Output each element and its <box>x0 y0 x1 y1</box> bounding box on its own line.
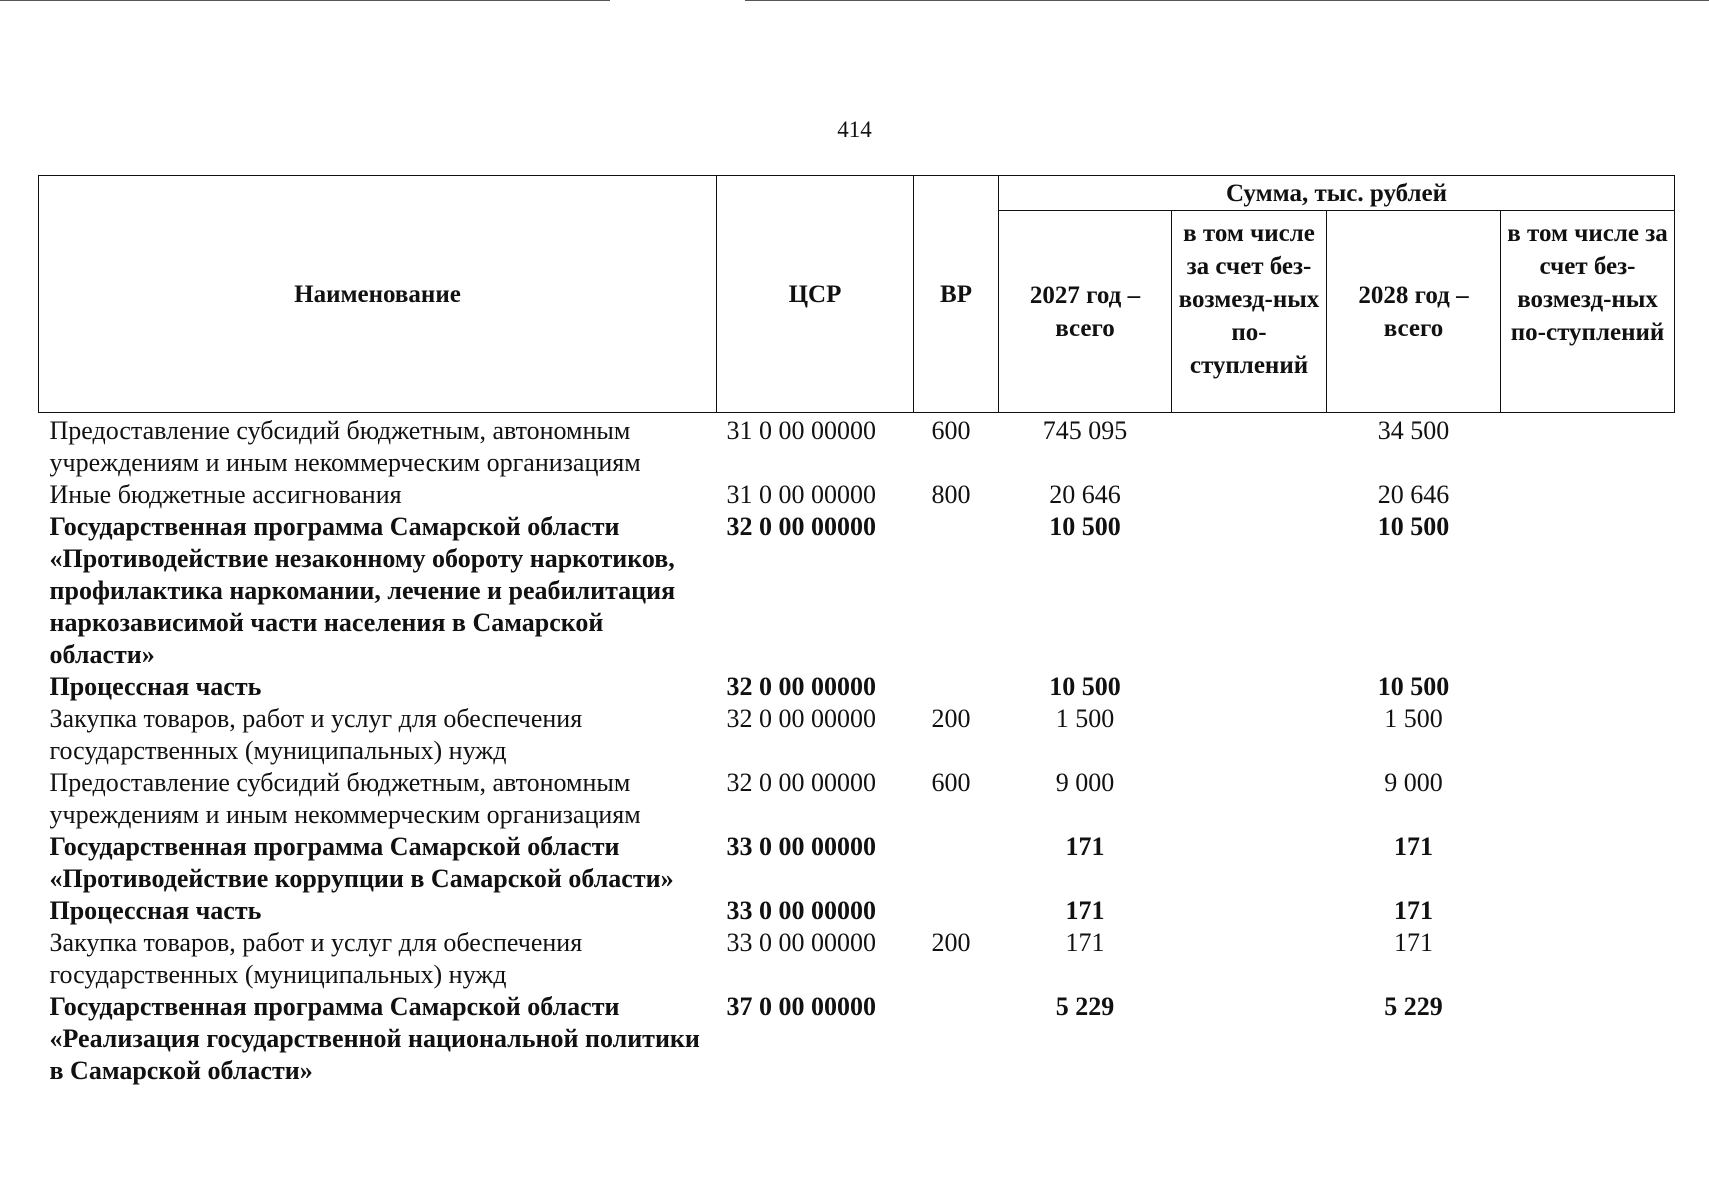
row-2027-total: 10 500 <box>1049 672 1121 701</box>
row-2028-free <box>1501 927 1675 991</box>
row-2028-free <box>1501 767 1675 831</box>
table-body <box>39 413 1675 1088</box>
row-2027-free <box>1172 831 1327 895</box>
table-row <box>39 479 1675 511</box>
row-csr: 31 0 00 00000 <box>726 416 876 445</box>
row-csr: 33 0 00 00000 <box>726 896 876 925</box>
header-csr: ЦСР <box>717 176 914 413</box>
table-row <box>39 767 1675 831</box>
row-name: Государственная программа Самарской области «Противодействие коррупции в Самарской области» <box>49 832 674 893</box>
row-2028-total: 171 <box>1394 928 1433 957</box>
row-vr: 800 <box>931 480 971 509</box>
row-2028-free <box>1501 413 1675 480</box>
row-2028-free <box>1501 991 1675 1087</box>
row-2027-total: 9 000 <box>1055 768 1115 797</box>
row-2027-free <box>1172 703 1327 767</box>
page-number: 414 <box>837 117 872 142</box>
row-2028-total: 20 646 <box>1377 480 1450 509</box>
row-csr: 32 0 00 00000 <box>726 512 876 541</box>
table-row <box>39 991 1675 1087</box>
row-2027-free <box>1172 479 1327 511</box>
row-csr: 31 0 00 00000 <box>726 480 876 509</box>
row-2028-free <box>1501 895 1675 927</box>
row-2027-free <box>1172 895 1327 927</box>
row-2028-free <box>1501 703 1675 767</box>
row-name: Предоставление субсидий бюджетным, автономным учреждениям и иным некоммерческим организациям <box>49 768 641 829</box>
table-row <box>39 511 1675 671</box>
row-vr <box>914 831 999 895</box>
header-name: Наименование <box>39 176 717 413</box>
row-2027-total: 1 500 <box>1055 704 1115 733</box>
table-row <box>39 927 1675 991</box>
header-2028-free: в том числе за счет без-возмезд-ных по-ступлений <box>1501 211 1675 413</box>
row-2027-total: 20 646 <box>1049 480 1121 509</box>
row-csr: 32 0 00 00000 <box>726 672 876 701</box>
row-vr: 200 <box>931 704 971 733</box>
row-2028-free <box>1501 831 1675 895</box>
row-2028-free <box>1501 511 1675 671</box>
row-vr <box>914 991 999 1087</box>
row-name: Предоставление субсидий бюджетным, автономным учреждениям и иным некоммерческим организациям <box>49 416 641 477</box>
row-name: Государственная программа Самарской области «Противодействие незаконному обороту наркотиков, профилактика наркомании, лечение и реабилитация наркозависимой части населения в Самарской области» <box>49 512 676 669</box>
row-name: Закупка товаров, работ и услуг для обеспечения государственных (муниципальных) нужд <box>49 704 583 765</box>
row-2027-free <box>1172 927 1327 991</box>
table-row <box>39 671 1675 703</box>
table-header <box>39 176 1675 413</box>
header-2027-free: в том числе за счет без-возмезд-ных по-ступлений <box>1172 211 1327 413</box>
row-2028-total: 1 500 <box>1384 704 1443 733</box>
row-name: Государственная программа Самарской области «Реализация государственной национальной политики в Самарской области» <box>49 992 700 1085</box>
row-csr: 32 0 00 00000 <box>726 768 876 797</box>
table-row <box>39 831 1675 895</box>
row-2028-total: 34 500 <box>1377 416 1450 445</box>
row-2027-total: 745 095 <box>1042 416 1128 445</box>
row-vr <box>914 671 999 703</box>
row-2027-free <box>1172 413 1327 480</box>
row-vr <box>914 511 999 671</box>
row-csr: 32 0 00 00000 <box>726 704 876 733</box>
row-2027-free <box>1172 511 1327 671</box>
budget-table <box>38 175 1675 1087</box>
header-2028-total: 2028 год – всего <box>1327 211 1501 413</box>
table-row <box>39 895 1675 927</box>
row-2028-total: 171 <box>1394 896 1433 925</box>
row-name: Закупка товаров, работ и услуг для обеспечения государственных (муниципальных) нужд <box>49 928 583 989</box>
header-sum-group: Сумма, тыс. рублей <box>999 176 1675 211</box>
table-row <box>39 413 1675 480</box>
row-vr <box>914 895 999 927</box>
row-2028-total: 5 229 <box>1384 992 1443 1021</box>
row-2027-total: 10 500 <box>1049 512 1121 541</box>
row-2027-total: 171 <box>1065 832 1105 861</box>
row-2027-total: 5 229 <box>1055 992 1115 1021</box>
table-row <box>39 703 1675 767</box>
row-csr: 37 0 00 00000 <box>726 992 876 1021</box>
row-2028-total: 10 500 <box>1377 672 1450 701</box>
row-vr: 600 <box>931 416 971 445</box>
row-2027-free <box>1172 767 1327 831</box>
row-2027-total: 171 <box>1065 896 1105 925</box>
scan-edge-right <box>745 0 1709 1</box>
row-2028-total: 171 <box>1394 832 1433 861</box>
row-vr: 600 <box>931 768 971 797</box>
row-vr: 200 <box>931 928 971 957</box>
row-name: Процессная часть <box>49 896 262 925</box>
row-2028-free <box>1501 671 1675 703</box>
row-2028-free <box>1501 479 1675 511</box>
row-2027-total: 171 <box>1065 928 1105 957</box>
row-2028-total: 10 500 <box>1377 512 1450 541</box>
row-2027-free <box>1172 991 1327 1087</box>
row-csr: 33 0 00 00000 <box>726 832 876 861</box>
row-2027-free <box>1172 671 1327 703</box>
header-vr: ВР <box>914 176 999 413</box>
row-2028-total: 9 000 <box>1384 768 1443 797</box>
row-name: Процессная часть <box>49 672 262 701</box>
row-csr: 33 0 00 00000 <box>726 928 876 957</box>
header-2027-total: 2027 год – всего <box>999 211 1172 413</box>
row-name: Иные бюджетные ассигнования <box>49 480 402 509</box>
scan-edge-left <box>0 0 610 1</box>
